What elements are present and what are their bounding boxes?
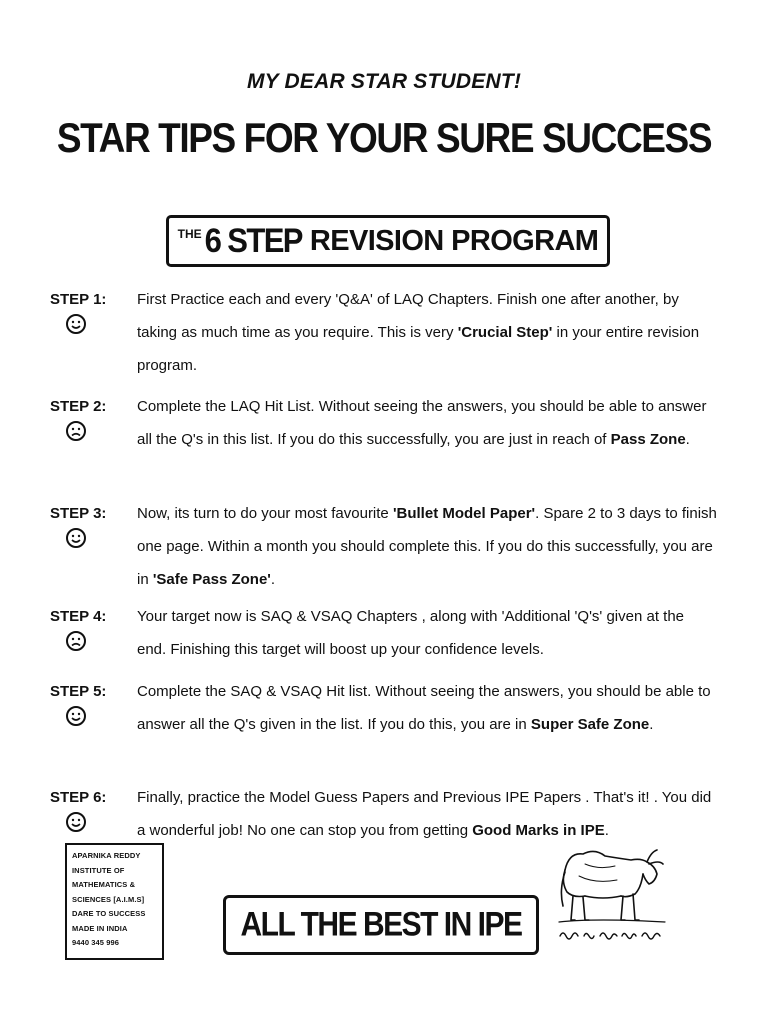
step-label: STEP 6: [50, 789, 107, 806]
smiley-icon [65, 313, 87, 335]
smiley-icon [65, 527, 87, 549]
step-text: Complete the SAQ & VSAQ Hit list. Without seeing the answers, you should be able to answer all the Q's given in the list. If you do this, you are in Super Safe Zone. [137, 683, 711, 733]
best-wishes-box [223, 895, 539, 955]
step-text: First Practice each and every 'Q&A' of LAQ Chapters. Finish one after another, by taking as much time as you require. This is very 'Crucial Step' in your entire revision program. [137, 291, 700, 374]
best-wishes-text: ALL THE BEST IN IPE [240, 905, 522, 944]
step-label: STEP 3: [50, 505, 107, 522]
institute-stamp [65, 843, 164, 960]
sad-face-icon [65, 420, 87, 442]
bull-logo-icon [555, 840, 670, 930]
program-title-number: 6 STEP [204, 221, 302, 260]
program-title-rest: REVISION PROGRAM [309, 224, 599, 257]
sad-face-icon [65, 630, 87, 652]
greeting: MY DEAR STAR STUDENT! [246, 70, 522, 93]
institute-line: APARNIKA REDDY [72, 851, 141, 860]
step-label: STEP 2: [50, 398, 107, 415]
step-text: Your target now is SAQ & VSAQ Chapters , along with 'Additional 'Q's' given at the end. Finishing this target will boost up your confidence levels. [137, 608, 685, 658]
institute-line: MATHEMATICS & [72, 880, 136, 889]
institute-line: MADE IN INDIA [72, 923, 128, 933]
smiley-icon [65, 811, 87, 833]
institute-line: INSTITUTE OF [72, 865, 125, 875]
step-text: Now, its turn to do your most favourite 'Bullet Model Paper'. Spare 2 to 3 days to finish one page. Within a month you should complete this. If you do this successfully, you are in 'Safe Pass Zone'. [137, 505, 717, 588]
program-title-box [166, 215, 610, 267]
logo-caption-script [556, 928, 671, 940]
program-title-prefix: THE [177, 227, 202, 241]
institute-line: SCIENCES [A.I.M.S] [72, 894, 145, 904]
smiley-icon [65, 705, 87, 727]
institute-line: DARE TO SUCCESS [72, 909, 146, 918]
step-label: STEP 5: [50, 683, 107, 700]
institute-line: 9440 345 996 [72, 938, 120, 947]
step-label: STEP 1: [50, 291, 107, 308]
step-label: STEP 4: [50, 608, 107, 625]
page-title: STAR TIPS FOR YOUR SURE SUCCESS [56, 115, 712, 161]
step-text: Complete the LAQ Hit List. Without seeing the answers, you should be able to answer all the Q's in this list. If you do this successfully, you are just in reach of Pass Zone. [137, 398, 707, 448]
step-text: Finally, practice the Model Guess Papers and Previous IPE Papers . That's it! . You did a wonderful job! No one can stop you from getting Good Marks in IPE. [137, 789, 712, 839]
